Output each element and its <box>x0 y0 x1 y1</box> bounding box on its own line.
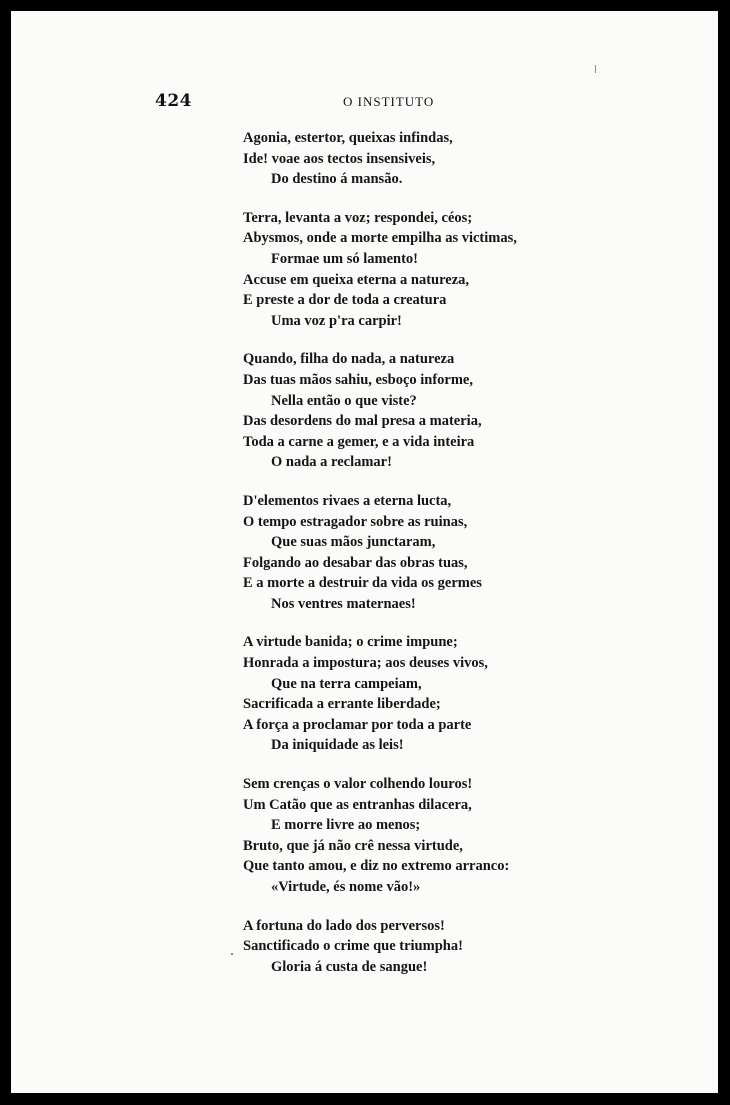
verse-line: Das desordens do mal presa a materia, <box>243 413 482 430</box>
verse-line: D'elementos rivaes a eterna lucta, <box>243 492 452 509</box>
verse-line: Nella então o que viste? <box>271 392 417 409</box>
stanza <box>243 128 663 190</box>
verse-line: Quando, filha do nada, a natureza <box>243 351 455 368</box>
verse-line: Que suas mãos junctaram, <box>271 534 436 551</box>
verse-line: Do destino á mansão. <box>271 171 403 188</box>
verse-line: A fortuna do lado dos perversos! <box>243 917 445 934</box>
verse-line: Agonia, estertor, queixas infindas, <box>243 130 453 146</box>
verse-line: Nos ventres maternaes! <box>271 595 416 612</box>
page-number: 424 <box>155 91 192 111</box>
poem-body <box>243 128 663 995</box>
verse-line: Abysmos, onde a morte empilha as victimas, <box>243 230 517 247</box>
stanza <box>243 349 663 473</box>
stanza <box>243 491 663 615</box>
verse-line: «Virtude, és nome vão!» <box>271 879 421 895</box>
verse-line: Um Catão que as entranhas dilacera, <box>243 796 472 813</box>
verse-line: Que tanto amou, e diz no extremo arranco: <box>243 858 510 875</box>
verse-line: Folgando ao desabar das obras tuas, <box>243 554 468 571</box>
verse-line: Terra, levanta a voz; respondei, céos; <box>243 209 473 226</box>
verse-line: O nada a reclamar! <box>271 454 392 471</box>
verse-line: Honrada a impostura; aos deuses vivos, <box>243 655 488 672</box>
running-title: O INSTITUTO <box>343 94 435 109</box>
scan-speck <box>231 953 233 955</box>
verse-line: E preste a dor de toda a creatura <box>243 292 447 309</box>
stanza <box>243 916 663 978</box>
scan-speck <box>595 65 596 73</box>
verse-line: Ide! voae aos tectos insensiveis, <box>243 150 436 167</box>
stanza <box>243 208 663 332</box>
verse-line: Das tuas mãos sahiu, esboço informe, <box>243 371 473 388</box>
verse-line: Sacrificada a errante liberdade; <box>243 696 441 713</box>
verse-line: Formae um só lamento! <box>271 250 418 267</box>
verse-line: Toda a carne a gemer, e a vida inteira <box>243 433 475 450</box>
book-page <box>11 11 718 1093</box>
verse-line: Bruto, que já não crê nessa virtude, <box>243 837 463 854</box>
page-header <box>11 91 718 115</box>
verse-line: Sem crenças o valor colhendo louros! <box>243 776 473 793</box>
verse-line: Sanctificado o crime que triumpha! <box>243 938 463 955</box>
verse-line: A virtude banida; o crime impune; <box>243 634 458 651</box>
verse-line: E morre livre ao menos; <box>271 817 421 834</box>
verse-line: Da iniquidade as leis! <box>271 737 404 754</box>
verse-line: Accuse em queixa eterna a natureza, <box>243 271 470 288</box>
verse-line: E a morte a destruir da vida os germes <box>243 575 482 592</box>
verse-line: Gloria á custa de sangue! <box>271 958 428 975</box>
verse-line: Uma voz p'ra carpir! <box>271 312 402 329</box>
verse-line: A força a proclamar por toda a parte <box>243 716 472 733</box>
stanza <box>243 632 663 756</box>
verse-line: Que na terra campeiam, <box>271 675 422 692</box>
verse-line: O tempo estragador sobre as ruinas, <box>243 513 468 530</box>
stanza <box>243 774 663 898</box>
